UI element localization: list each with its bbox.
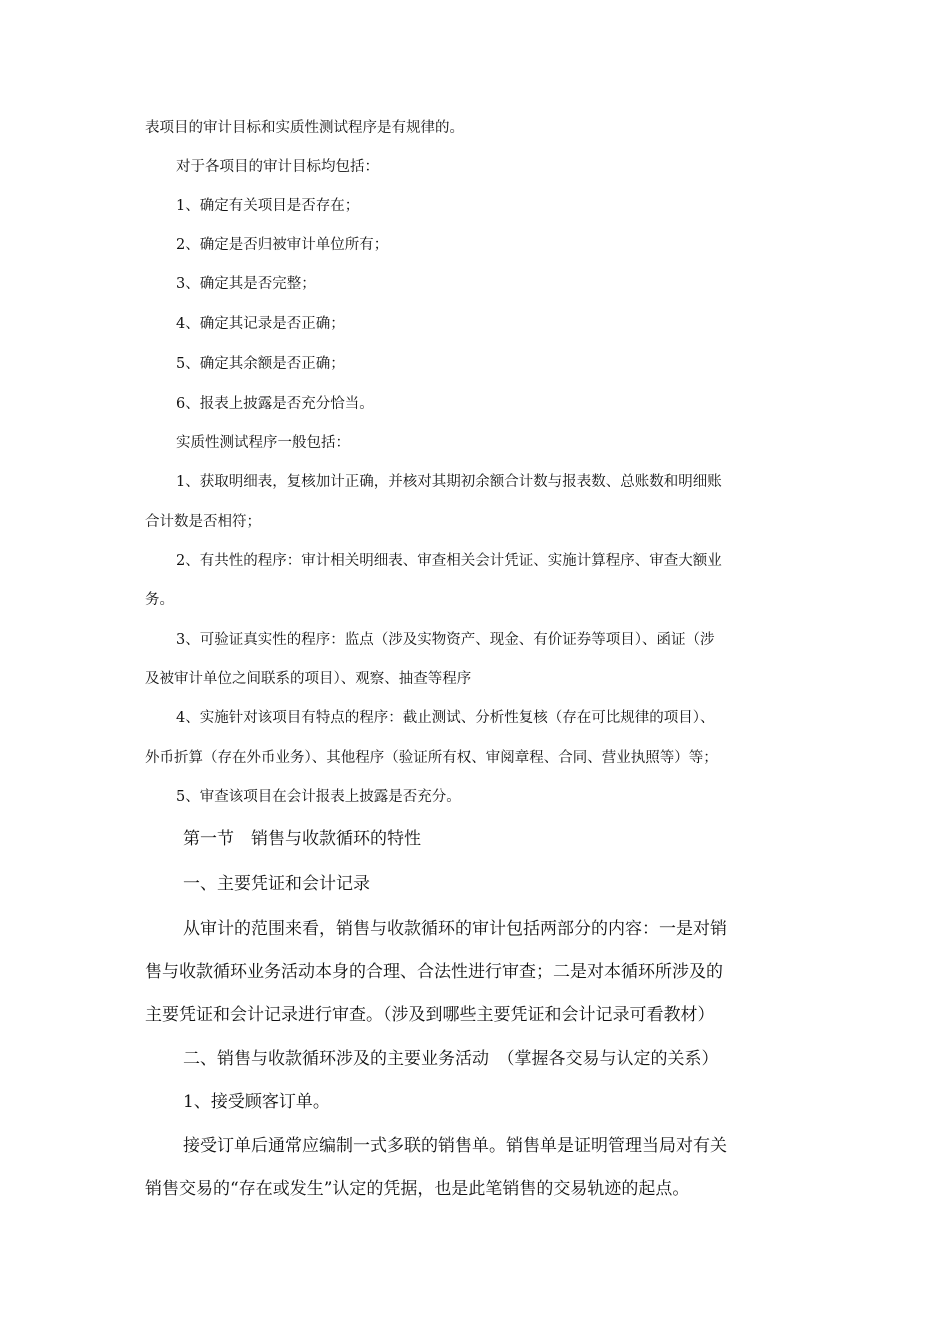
subsection-heading: 一、主要凭证和会计记录 (183, 874, 370, 894)
text-line: 4、确定其记录是否正确； (176, 316, 345, 332)
text-line: 1、接受顾客订单。 (183, 1092, 330, 1112)
text-line: 实质性测试程序一般包括： (176, 435, 350, 451)
text-line: 3、确定其是否完整； (176, 276, 316, 292)
text-line: 6、报表上披露是否充分恰当。 (176, 396, 374, 412)
text-line: 售与收款循环业务活动本身的合理、合法性进行审查；二是对本循环所涉及的 (145, 962, 723, 982)
text-line: 外币折算（存在外币业务）、其他程序（验证所有权、审阅章程、合同、营业执照等）等； (145, 750, 718, 766)
text-line: 5、审查该项目在会计报表上披露是否充分。 (176, 789, 461, 805)
text-line: 表项目的审计目标和实质性测试程序是有规律的。 (145, 120, 464, 136)
text-line: 5、确定其余额是否正确； (176, 356, 345, 372)
text-line: 主要凭证和会计记录进行审查。（涉及到哪些主要凭证和会计记录可看教材） (145, 1005, 715, 1025)
subsection-heading: 二、销售与收款循环涉及的主要业务活动 （掌握各交易与认定的关系） (183, 1049, 719, 1069)
text-line: 销售交易的“存在或发生”认定的凭据，也是此笔销售的交易轨迹的起点。 (145, 1179, 690, 1199)
section-heading: 第一节 销售与收款循环的特性 (183, 829, 421, 849)
text-line: 从审计的范围来看，销售与收款循环的审计包括两部分的内容：一是对销 (183, 919, 727, 939)
text-line: 接受订单后通常应编制一式多联的销售单。销售单是证明管理当局对有关 (183, 1136, 727, 1156)
text-line: 1、获取明细表，复核加计正确，并核对其期初余额合计数与报表数、总账数和明细账 (176, 474, 722, 490)
text-line: 4、实施针对该项目有特点的程序：截止测试、分析性复核（存在可比规律的项目）、 (176, 710, 715, 726)
text-line: 合计数是否相符； (145, 514, 261, 530)
text-line: 及被审计单位之间联系的项目）、观察、抽查等程序 (145, 671, 472, 687)
text-line: 务。 (145, 592, 174, 608)
text-line: 2、有共性的程序：审计相关明细表、审查相关会计凭证、实施计算程序、审查大额业 (176, 553, 722, 569)
text-line: 2、确定是否归被审计单位所有； (176, 237, 389, 253)
text-line: 3、可验证真实性的程序：监点（涉及实物资产、现金、有价证券等项目）、函证（涉 (176, 632, 715, 648)
text-line: 对于各项目的审计目标均包括： (176, 159, 379, 175)
text-line: 1、确定有关项目是否存在； (176, 198, 360, 214)
